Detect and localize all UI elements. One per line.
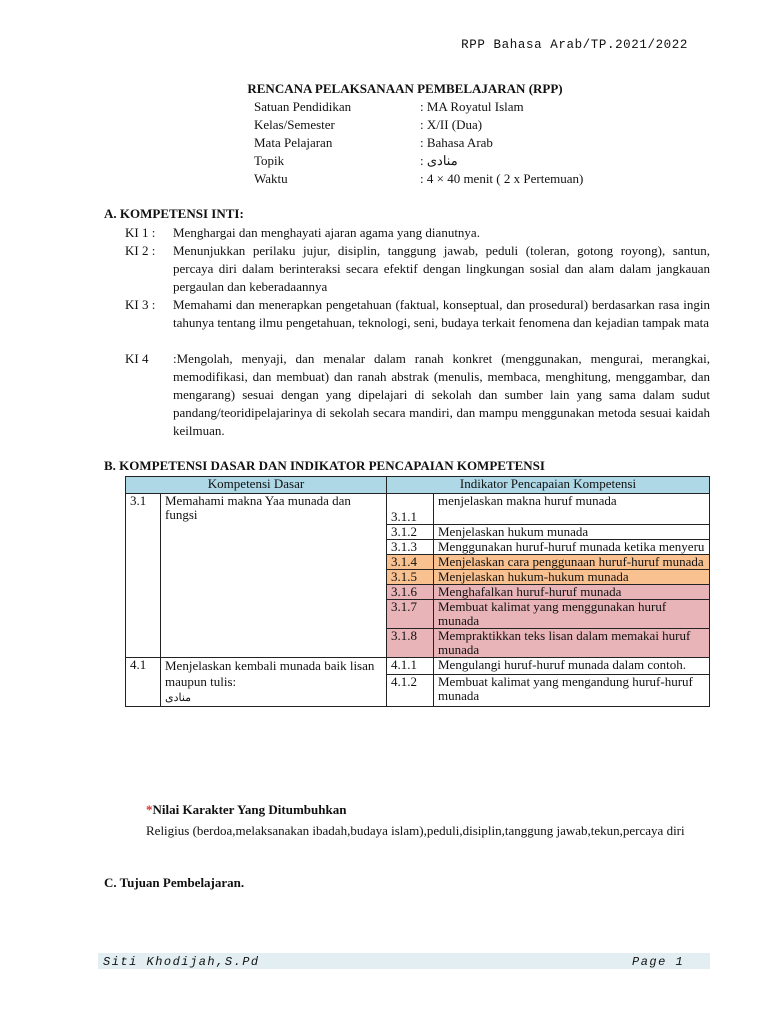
kd-text: Memahami makna Yaa munada dan fungsi (161, 494, 387, 658)
kd-text-arabic: منادى (165, 692, 192, 704)
identity-row-kelas (254, 116, 482, 134)
kd-table-header (126, 477, 710, 494)
ki-code: KI 4 (125, 351, 149, 366)
identity-value: : 4 × 40 menit ( 2 x Pertemuan) (420, 171, 584, 186)
col-indikator: Indikator Pencapaian Kompetensi (387, 477, 710, 494)
identity-row-topik (254, 152, 458, 170)
indicator-text: Menjelaskan cara penggunaan huruf-huruf munada (434, 555, 710, 570)
identity-row-waktu (254, 170, 583, 188)
indicator-code: 3.1.8 (387, 629, 434, 658)
identity-row-mapel (254, 134, 493, 152)
indicator-code: 3.1.1 (387, 494, 434, 525)
karakter-heading-text: Nilai Karakter Yang Ditumbuhkan (152, 802, 347, 817)
col-kompetensi-dasar: Kompetensi Dasar (126, 477, 387, 494)
asterisk-mark: * (146, 802, 153, 817)
indicator-text: Menjelaskan hukum-hukum munada (434, 570, 710, 585)
identity-label: Waktu (254, 171, 288, 186)
ki-text: Menunjukkan perilaku jujur, disiplin, tanggung jawab, peduli (toleran, gotong royong), santun, percaya diri dalam berinteraksi secara efektif dengan lingkungan sosial dan alam dalam jangkauan pergaulan dan keberadaannya (173, 243, 710, 294)
indicator-text: Menjelaskan hukum munada (434, 525, 710, 540)
indicator-code: 3.1.7 (387, 600, 434, 629)
karakter-text: Religius (berdoa,melaksanakan ibadah,budaya islam),peduli,disiplin,tanggung jawab,tekun,percaya diri (146, 823, 685, 838)
indicator-text: Mempraktikkan teks lisan dalam memakai huruf munada (434, 629, 710, 658)
ki-item (125, 350, 710, 440)
footer-author: Siti Khodijah,S.Pd (103, 955, 260, 969)
section-c-heading: C. Tujuan Pembelajaran. (104, 875, 245, 890)
indicator-code: 3.1.4 (387, 555, 434, 570)
indicator-text: Mengulangi huruf-huruf munada dalam contoh. (434, 658, 710, 675)
indicator-text: Membuat kalimat yang mengandung huruf-huruf munada (434, 674, 710, 706)
identity-value: : Bahasa Arab (420, 135, 493, 150)
table-row (126, 494, 710, 525)
indicator-text: Membuat kalimat yang menggunakan huruf munada (434, 600, 710, 629)
section-b-heading: B. KOMPETENSI DASAR DAN INDIKATOR PENCAPAIAN KOMPETENSI (104, 458, 545, 473)
ki-text: Memahami dan menerapkan pengetahuan (faktual, konseptual, dan prosedural) berdasarkan rasa ingin tahunya tentang ilmu pengetahuan, teknologi, seni, budaya terkait fenomena dan kejadian tampak mata (173, 297, 710, 330)
ki-item (125, 296, 710, 332)
kd-table (125, 476, 710, 707)
ki-code: KI 1 : (125, 225, 156, 240)
identity-value: : X/II (Dua) (420, 117, 483, 132)
indicator-code: 3.1.3 (387, 540, 434, 555)
indicator-text: menjelaskan makna huruf munada (434, 494, 710, 525)
indicator-text: Menggunakan huruf-huruf munada ketika menyeru (434, 540, 710, 555)
identity-label: Satuan Pendidikan (254, 99, 352, 114)
identity-value: : MA Royatul Islam (420, 99, 524, 114)
indicator-code: 3.1.5 (387, 570, 434, 585)
identity-label: Mata Pelajaran (254, 135, 333, 150)
ki-item (125, 224, 710, 242)
identity-label: Kelas/Semester (254, 117, 335, 132)
running-header: RPP Bahasa Arab/TP.2021/2022 (461, 38, 688, 52)
ki-item (125, 242, 710, 296)
kd-number: 4.1 (126, 658, 161, 707)
indicator-code: 4.1.2 (387, 674, 434, 706)
kd-text-main: Menjelaskan kembali munada baik lisan maupun tulis: (165, 658, 375, 689)
document-title: RENCANA PELAKSANAAN PEMBELAJARAN (RPP) (247, 81, 563, 96)
kd-number: 3.1 (126, 494, 161, 658)
indicator-code: 4.1.1 (387, 658, 434, 675)
footer-page-number: Page 1 (632, 955, 685, 969)
indicator-code: 3.1.2 (387, 525, 434, 540)
ki-text: :Mengolah, menyaji, dan menalar dalam ranah konkret (menggunakan, mengurai, merangkai, memodifikasi, dan membuat) dan ranah abstrak (menulis, membaca, menghitung, menggambar, dan mengarang) sesuai dengan yang dipelajari di sekolah dan sumber lain yang sama dalam sudut pandang/teoridipelajarinya di sekolah secara mandiri, dan mampu menggunakan metoda sesuai kaidah keilmuan. (173, 351, 710, 438)
identity-value: : منادى (420, 153, 458, 168)
ki-code: KI 3 : (125, 297, 156, 312)
ki-text: Menghargai dan menghayati ajaran agama yang dianutnya. (173, 225, 480, 240)
ki-code: KI 2 : (125, 243, 156, 258)
section-a-heading: A. KOMPETENSI INTI: (104, 206, 244, 221)
indicator-code: 3.1.6 (387, 585, 434, 600)
table-row (126, 658, 710, 675)
kd-text (161, 658, 387, 707)
indicator-text: Menghafalkan huruf-huruf munada (434, 585, 710, 600)
identity-row-satuan (254, 98, 524, 116)
karakter-heading (146, 802, 346, 818)
identity-label: Topik (254, 153, 285, 168)
